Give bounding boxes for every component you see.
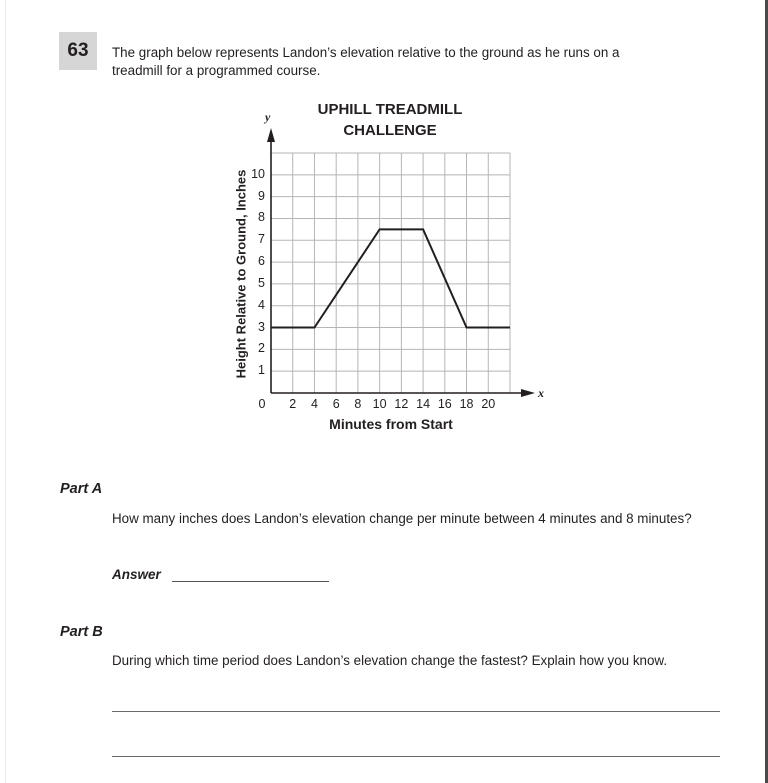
x-axis-variable: x	[538, 386, 544, 400]
y-tick-label: 6	[258, 254, 265, 269]
y-tick-label: 3	[258, 319, 265, 334]
x-tick-label: 2	[289, 397, 297, 411]
x-tick-label: 16	[437, 397, 452, 411]
chart-grid	[271, 153, 510, 393]
response-line-1[interactable]	[112, 711, 720, 712]
y-tick-label: 7	[258, 232, 265, 247]
y-tick-label: 10	[251, 166, 265, 181]
question-number-badge: 63	[59, 32, 97, 70]
x-tick-label: 4	[310, 397, 318, 411]
x-tick-label: 8	[354, 397, 362, 411]
y-tick-label: 8	[258, 210, 265, 225]
chart-title-line-1: UPHILL TREADMILL	[317, 101, 463, 118]
chart-title-line-2: CHALLENGE	[343, 122, 437, 139]
y-tick-label: 4	[258, 297, 265, 312]
y-tick-label: 5	[258, 275, 265, 290]
y-axis-arrow-icon	[267, 128, 275, 142]
response-line-2[interactable]	[112, 756, 720, 757]
x-tick-label: 20	[481, 397, 496, 411]
y-axis-label-text: Height Relative to Ground, Inches	[233, 169, 249, 379]
y-tick-label: 1	[258, 363, 265, 378]
y-tick-label: 9	[258, 188, 265, 203]
x-axis-arrow-icon	[521, 389, 535, 397]
part-b-question: During which time period does Landon’s elevation change the fastest? Explain how you know.	[112, 653, 668, 668]
answer-input-line[interactable]	[172, 581, 329, 582]
x-axis-label: Minutes from Start	[329, 416, 453, 432]
x-tick-label: 18	[459, 397, 474, 411]
part-b-heading: Part B	[60, 624, 103, 640]
x-tick-label: 12	[394, 397, 409, 411]
part-a-heading: Part A	[60, 481, 103, 497]
y-tick-label: 2	[258, 341, 265, 356]
x-tick-label: 10	[372, 397, 387, 411]
x-tick-label: 0	[258, 397, 266, 411]
part-a-question: How many inches does Landon’s elevation change per minute between 4 minutes and 8 minutes?	[112, 511, 692, 526]
elevation-line	[271, 229, 510, 327]
y-axis-variable: y	[265, 110, 271, 124]
answer-label: Answer	[112, 567, 161, 582]
x-tick-label: 6	[332, 397, 340, 411]
question-prompt: The graph below represents Landon’s elevation relative to the ground as he runs on a treadmill for a programmed course.	[112, 45, 620, 78]
x-tick-label: 14	[416, 397, 431, 411]
